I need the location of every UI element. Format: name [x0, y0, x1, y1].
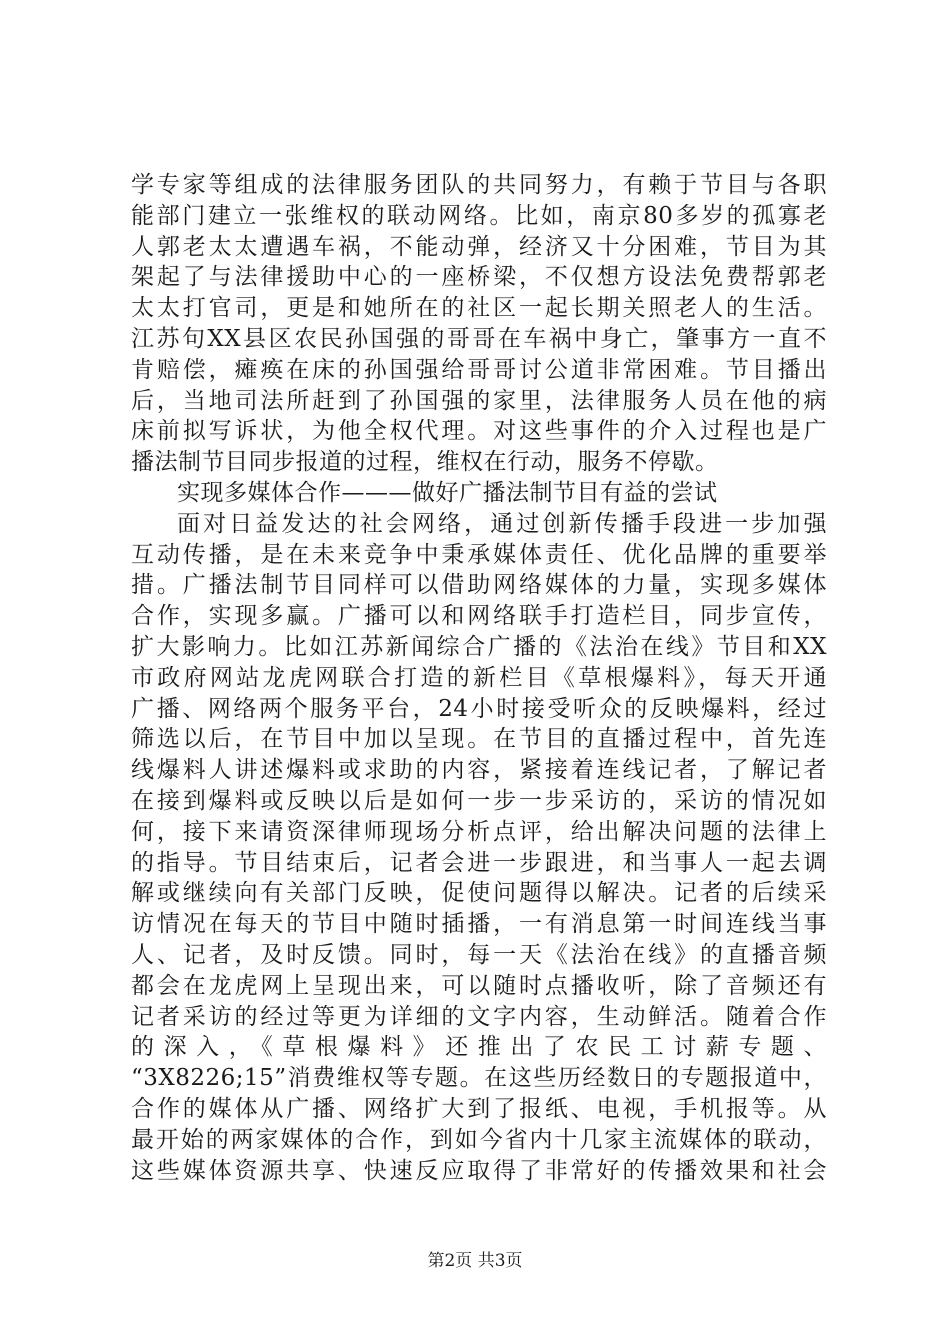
- page-number: 第2页 共3页: [427, 1251, 523, 1271]
- text-line: 播法制节目同步报道的过程，维权在行动，服务不停歇。: [131, 449, 719, 476]
- text-line: 广播、网络两个服务平台，24小时接受听众的反映爆料，经过: [131, 695, 827, 722]
- text-line: 架起了与法律援助中心的一座桥梁，不仅想方设法免费帮郭老: [131, 264, 827, 291]
- text-line: 都会在龙虎网上呈现出来，可以随时点播收听，除了音频还有: [131, 972, 827, 999]
- text-line: 措。广播法制节目同样可以借助网络媒体的力量，实现多媒体: [131, 572, 827, 599]
- text-line: 记者采访的经过等更为详细的文字内容，生动鲜活。随着合作: [131, 1003, 827, 1030]
- body-text: [131, 170, 827, 1186]
- text-line: 学专家等组成的法律服务团队的共同努力，有赖于节目与各职: [131, 172, 827, 198]
- text-line: 筛选以后，在节目中加以呈现。在节目的直播过程中，首先连: [131, 726, 827, 753]
- text-line: 后，当地司法所赶到了孙国强的家里，法律服务人员在他的病: [131, 387, 827, 414]
- text-line: “3X8226;15”消费维权等专题。在这些历经数日的专题报道中，: [131, 1065, 827, 1092]
- text-line: 能部门建立一张维权的联动网络。比如，南京80多岁的孤寡老: [131, 202, 827, 229]
- text-line: 最开始的两家媒体的合作，到如今省内十几家主流媒体的联动，: [131, 1126, 827, 1153]
- text-line: 太太打官司，更是和她所在的社区一起长期关照老人的生活。: [131, 295, 827, 322]
- text-line: 互动传播，是在未来竞争中秉承媒体责任、优化品牌的重要举: [131, 541, 827, 568]
- text-line: 合作的媒体从广播、网络扩大到了报纸、电视，手机报等。从: [131, 1095, 827, 1122]
- text-line: 肯赔偿，瘫痪在床的孙国强给哥哥讨公道非常困难。节目播出: [131, 356, 827, 383]
- text-line: 人、记者，及时反馈。同时，每一天《法治在线》的直播音频: [131, 941, 827, 968]
- text-line: 在接到爆料或反映以后是如何一步一步采访的，采访的情况如: [131, 787, 827, 814]
- text-line: 线爆料人讲述爆料或求助的内容，紧接着连线记者，了解记者: [131, 757, 827, 784]
- section-heading: 实现多媒体合作———做好广播法制节目有益的尝试: [177, 479, 718, 506]
- text-line: 这些媒体资源共享、快速反应取得了非常好的传播效果和社会: [131, 1157, 827, 1184]
- text-line: 合作，实现多赢。广播可以和网络联手打造栏目，同步宣传，: [131, 603, 827, 630]
- text-line: 的指导。节目结束后，记者会进一步跟进，和当事人一起去调: [131, 849, 827, 876]
- text-line: 解或继续向有关部门反映，促使问题得以解决。记者的后续采: [131, 880, 827, 907]
- text-line: 的深入，《草根爆料》还推出了农民工讨薪专题、: [131, 1034, 827, 1061]
- text-line: 扩大影响力。比如江苏新闻综合广播的《法治在线》节目和XX: [131, 633, 827, 660]
- text-line: 访情况在每天的节目中随时插播，一有消息第一时间连线当事: [131, 911, 827, 938]
- text-line: 江苏句XX县区农民孙国强的哥哥在车祸中身亡，肇事方一直不: [131, 325, 827, 352]
- text-line: 市政府网站龙虎网联合打造的新栏目《草根爆料》，每天开通: [131, 664, 827, 691]
- text-line: 何，接下来请资深律师现场分析点评，给出解决问题的法律上: [131, 818, 827, 845]
- text-line: 面对日益发达的社会网络，通过创新传播手段进一步加强: [177, 510, 827, 537]
- text-line: 床前拟写诉状，为他全权代理。对这些事件的介入过程也是广: [131, 418, 827, 445]
- text-line: 人郭老太太遭遇车祸，不能动弹，经济又十分困难，节目为其: [131, 233, 827, 260]
